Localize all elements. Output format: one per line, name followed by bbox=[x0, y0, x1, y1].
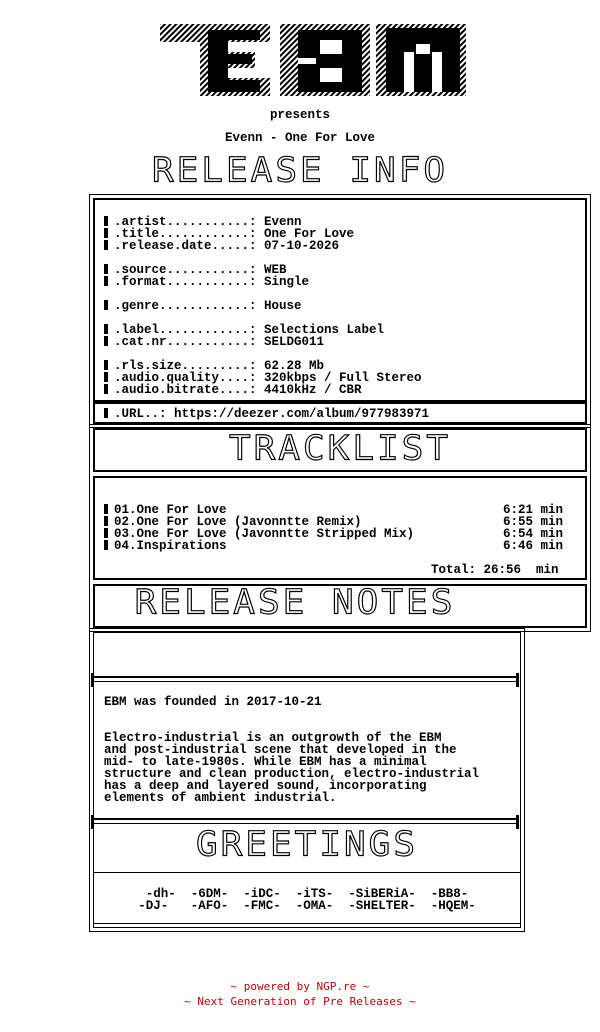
notes-divider-bottom bbox=[91, 818, 519, 824]
info-genre: .genre............: House bbox=[104, 300, 302, 312]
info-artist: .artist...........: Evenn bbox=[104, 216, 302, 228]
presents-text: presents bbox=[269, 108, 330, 122]
footer-tagline: ~ Next Generation of Pre Releases ~ bbox=[184, 995, 416, 1008]
info-source: .source...........: WEB bbox=[104, 264, 287, 276]
tracklist-total: Total: 26:56 min bbox=[431, 563, 559, 577]
track-row: 03.One For Love (Javonntte Stripped Mix) bbox=[104, 528, 414, 540]
release-name: Evenn - One For Love bbox=[224, 131, 376, 145]
info-audio-bitrate: .audio.bitrate....: 4410kHz / CBR bbox=[104, 384, 362, 396]
track-time: 6:54 min bbox=[503, 527, 564, 541]
greetings-row-2: -DJ- -AFO- -FMC- -OMA- -SHELTER- -HQEM- bbox=[138, 899, 476, 913]
release-info-heading: RELEASE INFO bbox=[151, 151, 449, 190]
track-row: 01.One For Love bbox=[104, 504, 227, 516]
track-row: 02.One For Love (Javonntte Remix) bbox=[104, 516, 362, 528]
greetings-row-1: -dh- -6DM- -iDC- -iTS- -SiBERiA- -BB8- bbox=[145, 887, 469, 901]
url-line: .URL..: https://deezer.com/album/977983971 bbox=[104, 408, 429, 420]
tracklist-heading: TRACKLIST bbox=[228, 429, 452, 468]
info-rls-size: .rls.size.........: 62.28 Mb bbox=[104, 360, 324, 372]
greetings-heading: GREETINGS bbox=[195, 825, 419, 864]
info-title: .title............: One For Love bbox=[104, 228, 354, 240]
track-time: 6:46 min bbox=[503, 539, 564, 553]
notes-body: Electro-industrial is an outgrowth of the EBM and post-industrial scene that developed in the mid- to late-1980s. While EBM has a minimal structure and clean production, electro-industrial has a deep and layered sound, incorporating elements of ambient industrial. bbox=[104, 731, 480, 805]
info-label: .label............: Selections Label bbox=[104, 324, 384, 336]
track-row: 04.Inspirations bbox=[104, 540, 227, 552]
notes-divider-top bbox=[91, 676, 519, 682]
deezer-url-link[interactable]: https://deezer.com/album/977983971 bbox=[174, 407, 430, 421]
notes-founded: EBM was founded in 2017-10-21 bbox=[104, 695, 322, 709]
release-notes-heading: RELEASE NOTES bbox=[134, 583, 456, 622]
ebm-logo bbox=[160, 22, 466, 98]
info-audio-quality: .audio.quality....: 320kbps / Full Stereo bbox=[104, 372, 422, 384]
info-format: .format...........: Single bbox=[104, 276, 309, 288]
track-time: 6:21 min bbox=[503, 503, 564, 517]
track-time: 6:55 min bbox=[503, 515, 564, 529]
info-cat-nr: .cat.nr...........: SELDG011 bbox=[104, 336, 324, 348]
info-release-date: .release.date.....: 07-10-2026 bbox=[104, 240, 339, 252]
footer-powered-by: ~ powered by NGP.re ~ bbox=[230, 980, 370, 993]
